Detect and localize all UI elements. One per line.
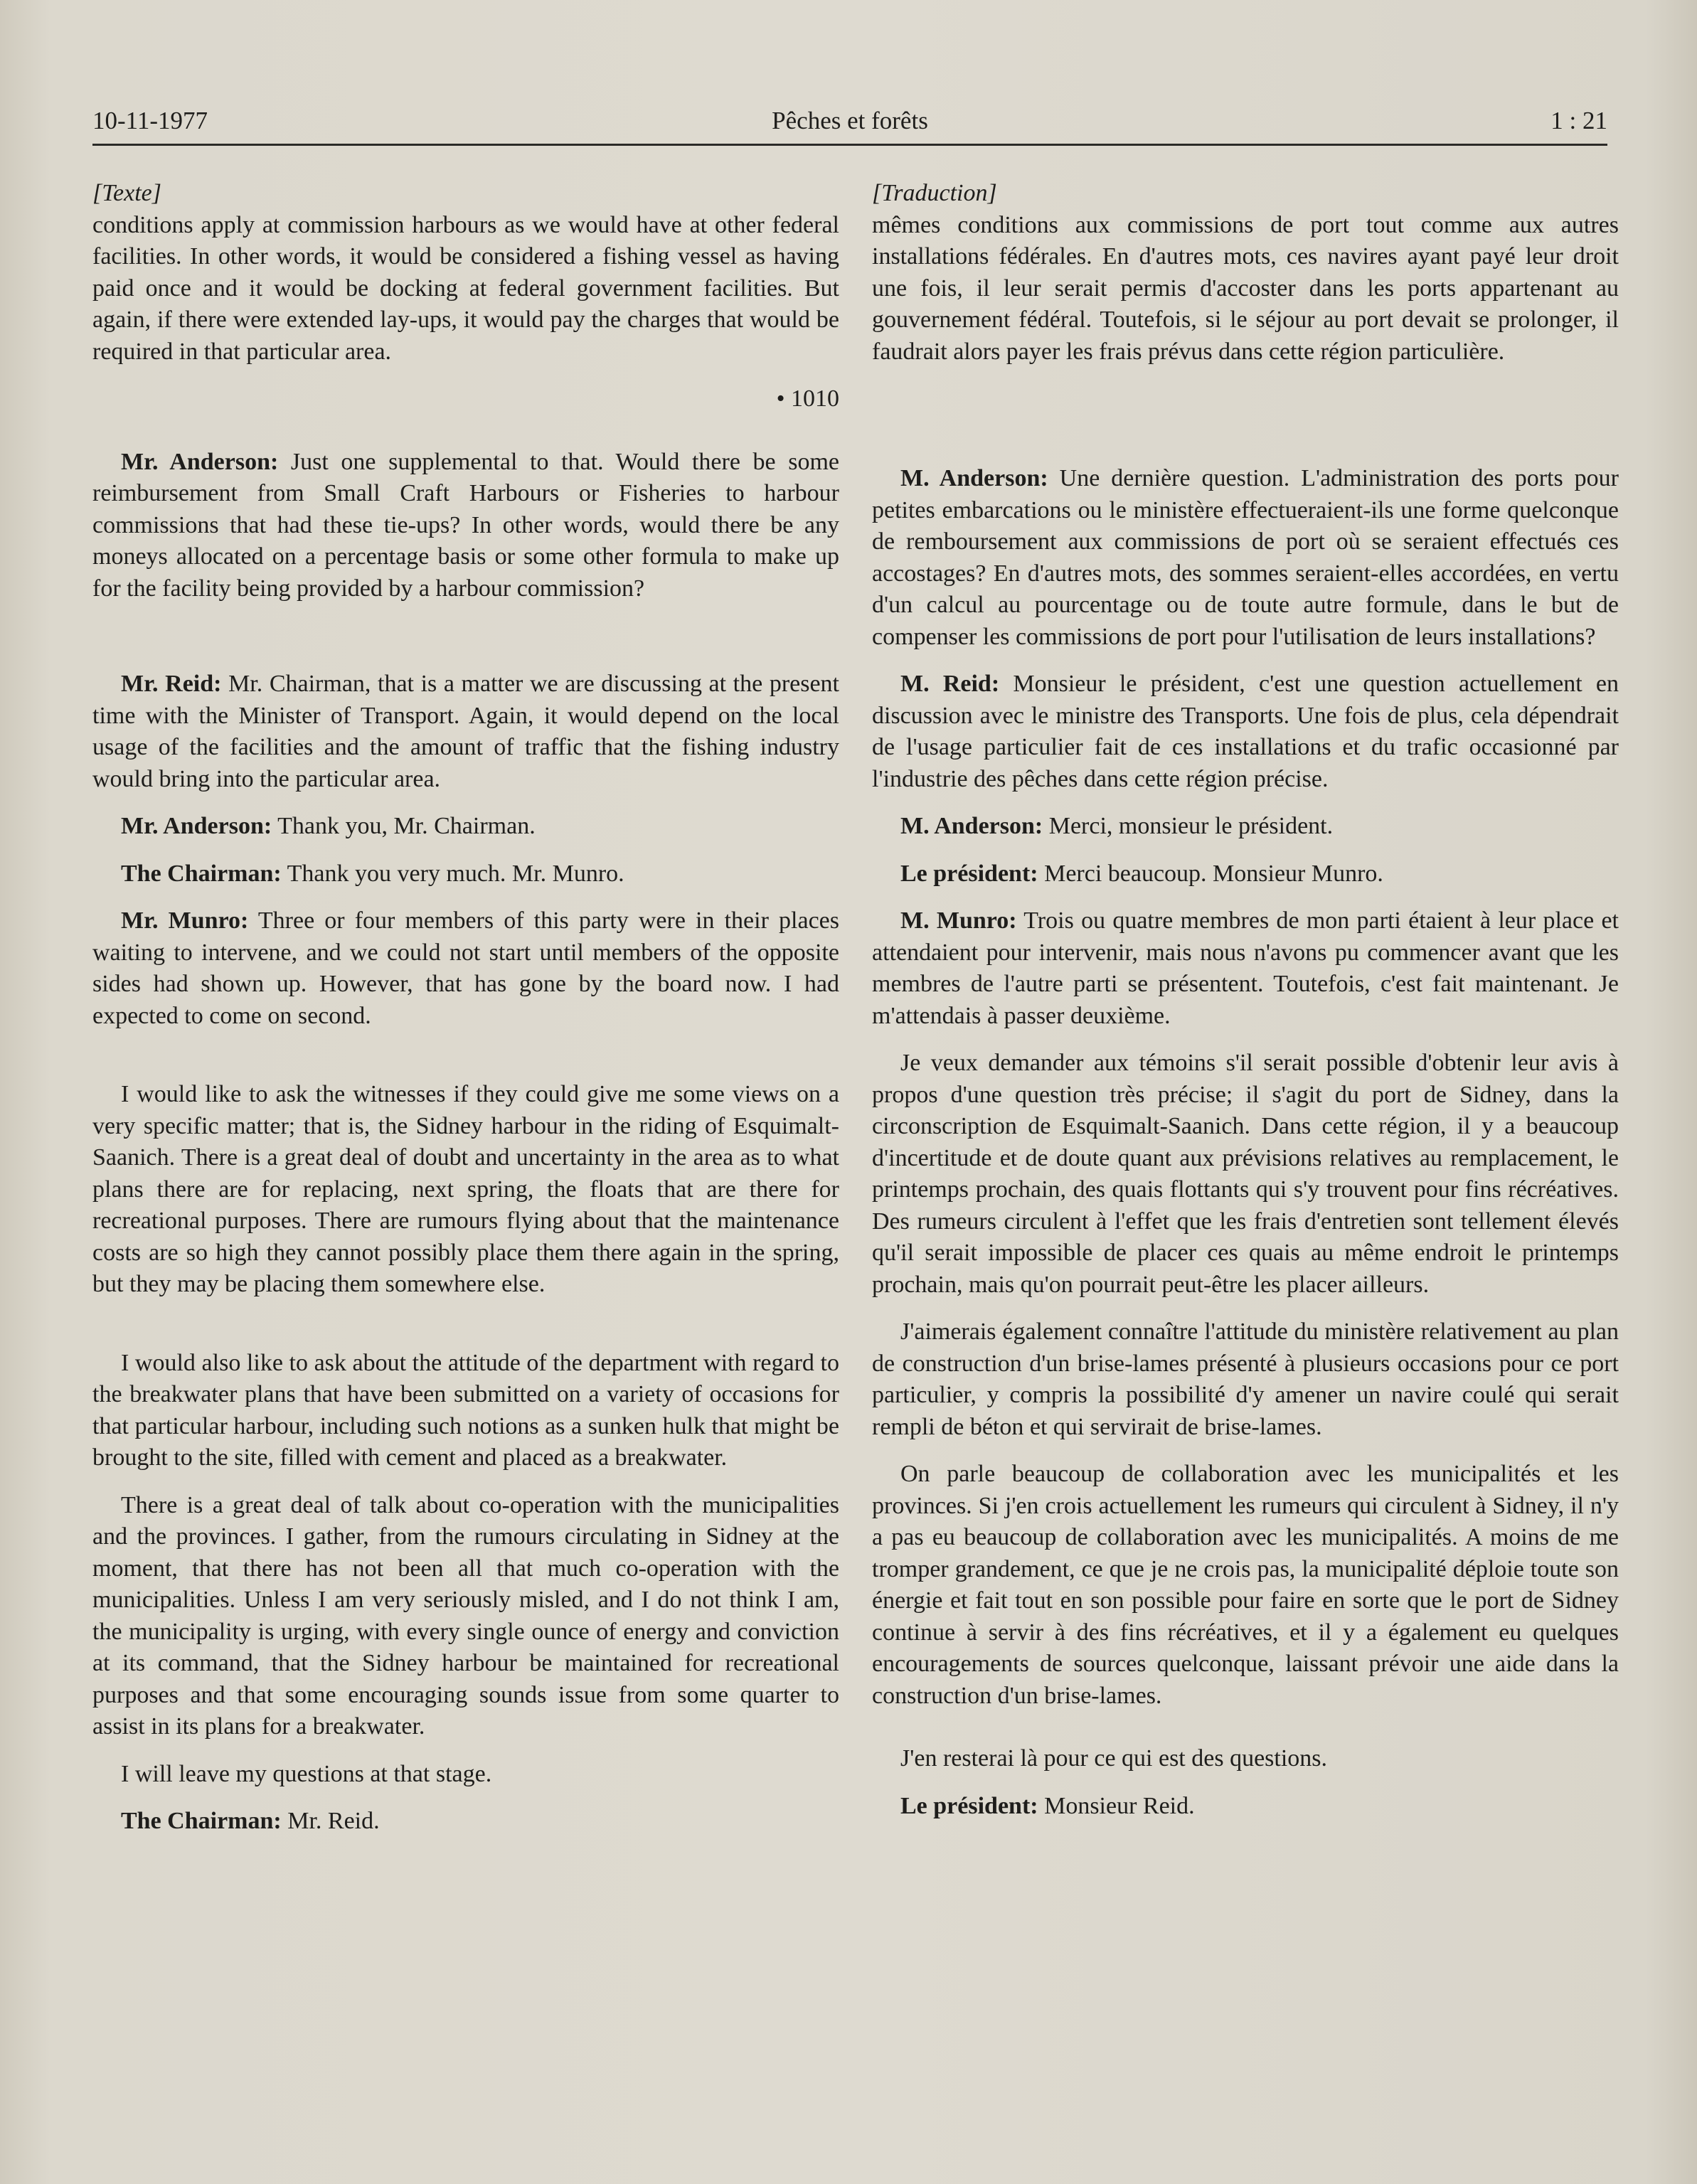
header-title: Pêches et forêts [772,107,928,134]
french-column [872,178,1619,1822]
paragraph: mêmes conditions aux commissions de port tout comme aux autres installations fédérales. En d'autres mots, ces navires ayant payé leur droit une fois, il leur serait permis d'accoster dans les ports appartenant au gouvernement fédéral. Toutefois, si le séjour au port devait se prolonger, il faudrait alors payer les frais prévus dans cette région particulière. [872,211,1619,365]
paragraph: Mr. Anderson: Just one supplemental to that. Would there be some reimbursement from Small Craft Harbours or Fisheries to harbour commissions that had these tie-ups? In other words, would there be any moneys allocated on a percentage basis or some other formula to make up for the facility being provided by a harbour commission? [92,448,839,602]
paragraph: On parle beaucoup de collaboration avec les municipalités et les provinces. Si j'en crois actuellement les rumeurs qui circulent à Sidney, il n'y a pas eu beaucoup de collaboration avec les municipalités. A moins de me tromper grandement, ce que je ne crois pas, la municipalité déploie toute son énergie et fait tout en son possible pour faire en sorte que le port de Sidney continue à servir à des fins récréatives, et il y a également eu quelques encouragements de sources quelconque, laissant prévoir une aide dans la construction d'un brise-lames. [872,1461,1619,1709]
paragraph: I will leave my questions at that stage. [121,1760,492,1787]
paragraph: There is a great deal of talk about co-operation with the municipalities and the provinces. I gather, from the rumours circulating in Sidney at the moment, that there has not been all that much co-operation with the municipalities. Unless I am very seriously misled, and I do not think I am, the municipality is urging, with every single ounce of energy and conviction at its command, that the Sidney harbour be maintained for recreational purposes and that some encouraging sounds issue from some quarter to assist in its plans for a breakwater. [92,1491,839,1740]
speaker-name: M. Anderson: [900,813,1043,839]
paragraph: M. Anderson: Une dernière question. L'administration des ports pour petites embarcations ou le ministère effectueraient-ils une forme quelconque de remboursement aux commissions de port où se seraient effectués ces accostages? En d'autres mots, des sommes seraient-elles accordées, en vertu d'un calcul au pourcentage ou de toute autre formule, dans le but de compenser les commissions de port pour l'utilisation de leurs installations? [872,465,1619,650]
header-page-number: 1 : 21 [1550,107,1607,134]
paragraph: M. Anderson: Merci, monsieur le président. [900,813,1334,839]
english-column [92,178,839,1838]
header-date: 10-11-1977 [92,107,208,134]
speaker-name: Mr. Anderson: [121,448,279,475]
time-marker: • 1010 [776,385,839,412]
speaker-name: The Chairman: [121,1808,282,1834]
paragraph: The Chairman: Thank you very much. Mr. Munro. [121,860,624,887]
page-header [92,104,1607,146]
paragraph: Le président: Merci beaucoup. Monsieur Munro. [900,860,1383,887]
speaker-name: Mr. Reid: [121,671,222,697]
text-marker: [Texte] [92,180,161,206]
paragraph: I would like to ask the witnesses if they could give me some views on a very specific matter; that is, the Sidney harbour in the riding of Esquimalt-Saanich. There is a great deal of doubt and uncertainty in the area as to what plans there are for replacing, next spring, the floats that are there for recreational purposes. There are rumours flying about that the maintenance costs are so high they cannot possibly place them there again in the spring, but they may be placing them somewhere else. [92,1081,839,1297]
translation-marker: [Traduction] [872,180,997,206]
paragraph: I would also like to ask about the attitude of the department with regard to the breakwater plans that have been submitted on a variety of occasions for that particular harbour, including such notions as a sunken hulk that might be brought to the site, filled with cement and placed as a breakwater. [92,1349,839,1471]
paragraph: J'en resterai là pour ce qui est des questions. [900,1745,1328,1772]
paragraph: J'aimerais également connaître l'attitude du ministère relativement au plan de construction d'un brise-lames présenté à plusieurs occasions pour ce port particulier, y compris la possibilité d'y amener un navire coulé qui serait rempli de béton et qui servirait de brise-lames. [872,1319,1619,1440]
paragraph: M. Munro: Trois ou quatre membres de mon parti étaient à leur place et attendaient pour intervenir, mais nous n'avons pu commencer avant que les membres de l'autre parti se présentent. Toutefois, c'est fait maintenant. Je m'attendais à passer deuxième. [872,907,1619,1029]
speaker-name: M. Anderson: [900,465,1048,491]
speaker-name: M. Reid: [900,671,1000,697]
speaker-name: Mr. Munro: [121,907,249,934]
paragraph: Mr. Anderson: Thank you, Mr. Chairman. [121,813,536,839]
speaker-name: The Chairman: [121,860,282,887]
paragraph: M. Reid: Monsieur le président, c'est une question actuellement en discussion avec le ministre des Transports. Une fois de plus, cela dépendrait de l'usage particulier fait de ces installations et du trafic occasionné par l'industrie des pêches dans cette région précise. [872,671,1619,792]
paragraph: Je veux demander aux témoins s'il serait possible d'obtenir leur avis à propos d'une question très précise; il s'agit du port de Sidney, dans la circonscription de Esquimalt-Saanich. Dans cette région, il y a beaucoup d'incertitude et de doute quant aux prévisions relatives au remplacement, le printemps prochain, des quais flottants qui s'y trouvent pour fins récréatives. Des rumeurs circulent à l'effet que les frais d'entretien sont tellement élevés qu'il serait impossible de placer ces quais au même endroit le printemps prochain, mais qu'on pourrait peut-être les placer ailleurs. [872,1050,1619,1298]
paragraph: conditions apply at commission harbours as we would have at other federal facilities. In other words, it would be considered a fishing vessel as having paid once and it would be docking at federal government facilities. But again, if there were extended lay-ups, it would pay the charges that would be required in that particular area. [92,211,839,365]
paragraph: Mr. Reid: Mr. Chairman, that is a matter we are discussing at the present time with the Minister of Transport. Again, it would depend on the local usage of the facilities and the amount of traffic that the fishing industry would bring into the particular area. [92,671,839,792]
paragraph: Le président: Monsieur Reid. [900,1792,1195,1819]
speaker-name: M. Munro: [900,907,1017,934]
speaker-name: Mr. Anderson: [121,813,272,839]
paragraph: Mr. Munro: Three or four members of this party were in their places waiting to intervene, and we could not start until members of the opposite sides had shown up. However, that has gone by the board now. I had expected to come on second. [92,907,839,1029]
speaker-name: Le président: [900,1792,1038,1819]
paragraph: The Chairman: Mr. Reid. [121,1808,380,1834]
speaker-name: Le président: [900,860,1038,887]
